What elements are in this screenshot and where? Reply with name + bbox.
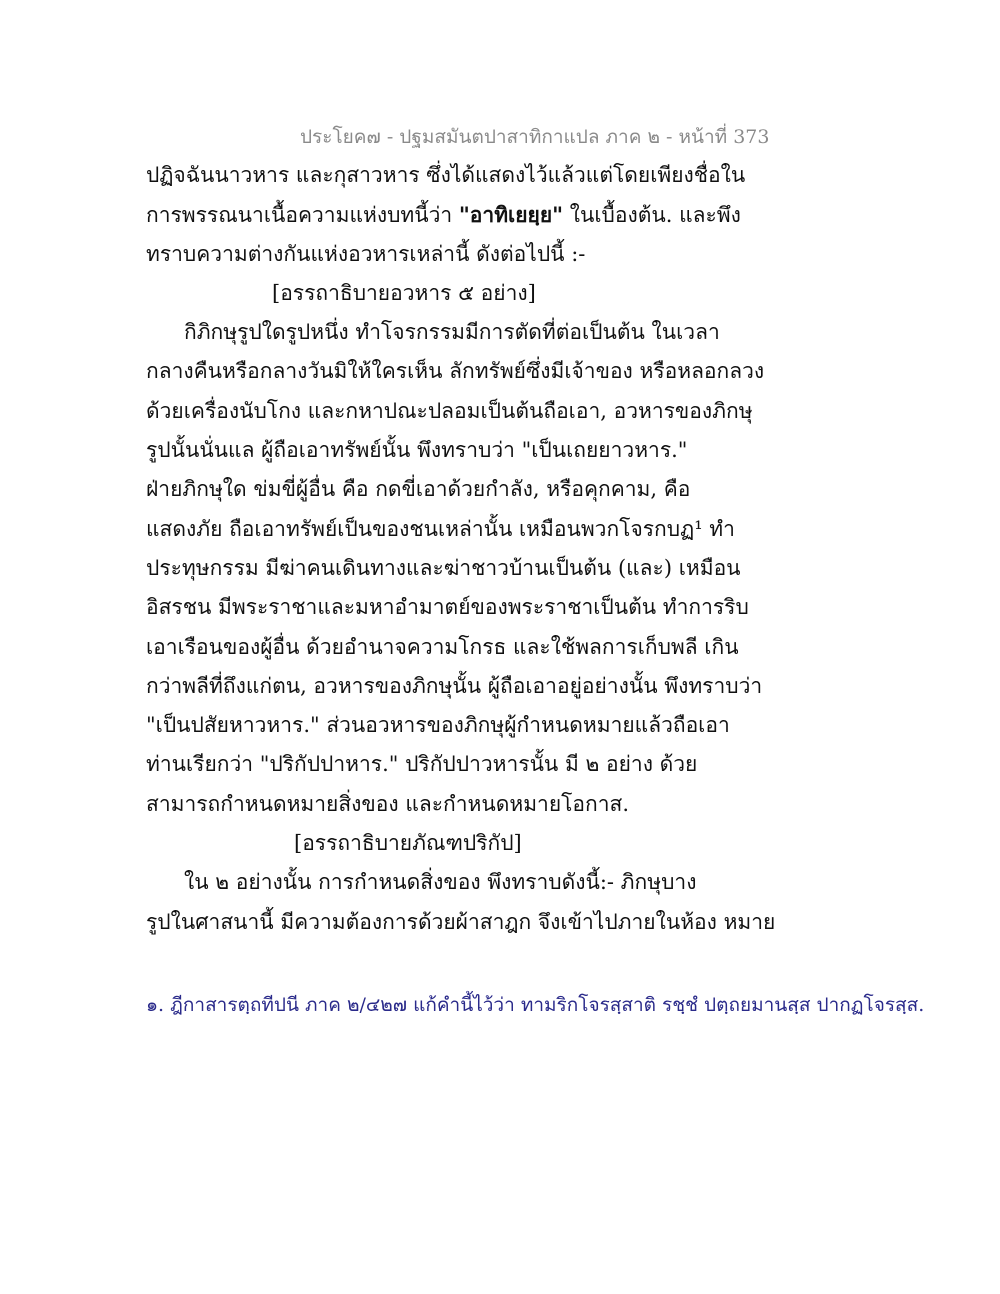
text-line: กลางคืนหรือกลางวันมิให้ใครเห็น ลักทรัพย์ซึ่งมีเจ้าของ หรือหลอกลวง <box>146 359 765 384</box>
text-span: ในเบื้องต้น. และพึง <box>563 203 741 228</box>
text-line: ทราบความต่างกันแห่งอวหารเหล่านี้ ดังต่อไปนี้ :- <box>146 241 586 266</box>
text-line: รูปนั้นนั่นแล ผู้ถือเอาทรัพย์นั้น พึงทราบว่า "เป็นเถยยาวหาร." <box>146 438 688 463</box>
section-heading: [อรรถาธิบายอวหาร ๕ อย่าง] <box>272 280 536 305</box>
text-line <box>146 195 846 234</box>
text-line: ปฏิจฉันนาวหาร และกุสาวหาร ซึ่งได้แสดงไว้แล้วแต่โดยเพียงชื่อใน <box>146 163 746 187</box>
text-line: รูปในศาสนานี้ มีความต้องการด้วยผ้าสาฎก จึงเข้าไปภายในห้อง หมาย <box>146 909 776 934</box>
text-line: แสดงภัย ถือเอาทรัพย์เป็นของชนเหล่านั้น เหมือนพวกโจรกบฏ¹ ทำ <box>146 516 735 541</box>
bold-term: "อาทิเยยฺย" <box>458 202 564 228</box>
text-line: สามารถกำหนดหมายสิ่งของ และกำหนดหมายโอกาส. <box>146 791 630 816</box>
text-line: ประทุษกรรม มีฆ่าคนเดินทางและฆ่าชาวบ้านเป็นต้น (และ) เหมือน <box>146 555 741 580</box>
text-line: ใน ๒ อย่างนั้น การกำหนดสิ่งของ พึงทราบดังนี้:- ภิกษุบาง <box>184 870 697 895</box>
text-line: กิภิกษุรูปใดรูปหนึ่ง ทำโจรกรรมมีการตัดที่ต่อเป็นต้น ในเวลา <box>184 320 720 345</box>
text-line: เอาเรือนของผู้อื่น ด้วยอำนาจความโกรธ และใช้พลการเก็บพลี เกิน <box>146 634 739 659</box>
text-span: การพรรณนาเนื้อความแห่งบทนี้ว่า <box>146 203 459 228</box>
text-line: ท่านเรียกว่า "ปริกัปปาหาร." ปริกัปปาวหารนั้น มี ๒ อย่าง ด้วย <box>146 752 698 777</box>
text-line: ด้วยเครื่องนับโกง และกหาปณะปลอมเป็นต้นถือเอา, อวหารของภิกษุ <box>146 398 753 423</box>
section-heading: [อรรถาธิบายภัณฑปริกัป] <box>294 831 522 856</box>
text-line: อิสรชน มีพระราชาและมหาอำมาตย์ของพระราชาเป็นต้น ทำการริบ <box>146 595 749 620</box>
footnote: ๑. ฎีกาสารตฺถทีปนี ภาค ๒/๔๒๗ แก้คำนี้ไว้ว่า ทามริกโจรสฺสาติ รชฺชํ ปตฺถยมานสฺส ปากฏโจรสฺส. <box>146 994 925 1016</box>
text-line: ฝ่ายภิกษุใด ข่มขี่ผู้อื่น คือ กดขี่เอาด้วยกำลัง, หรือคุกคาม, คือ <box>146 477 691 502</box>
body-text <box>146 156 846 942</box>
running-header: ประโยค๗ - ปฐมสมันตปาสาทิกาแปล ภาค ๒ - หน้าที่ 373 <box>300 126 770 148</box>
text-line: "เป็นปสัยหาวหาร." ส่วนอวหารของภิกษุผู้กำหนดหมายแล้วถือเอา <box>146 713 730 738</box>
text-line: กว่าพลีที่ถึงแก่ตน, อวหารของภิกษุนั้น ผู้ถือเอาอยู่อย่างนั้น พึงทราบว่า <box>146 673 763 698</box>
